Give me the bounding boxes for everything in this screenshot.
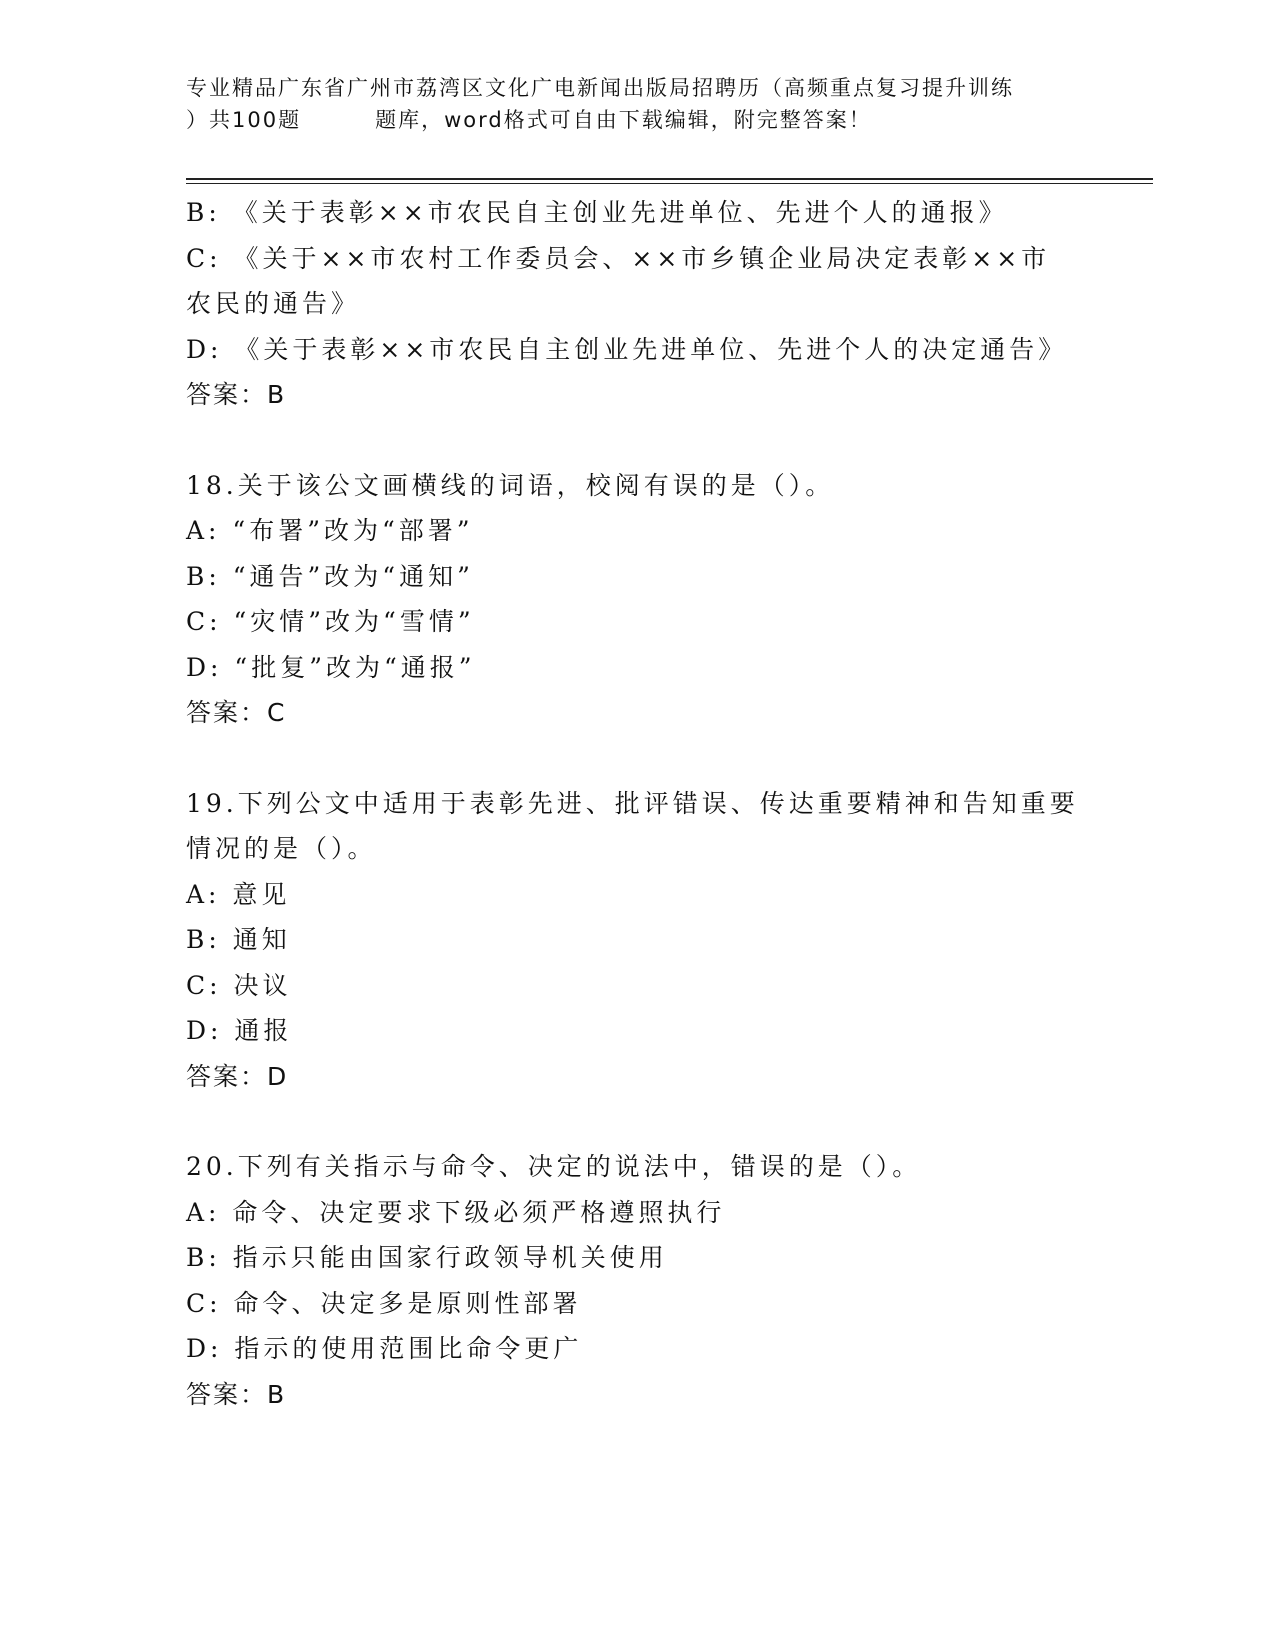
option-b: B: “通告”改为“通知” [186,561,474,591]
header-line-1: 专业精品广东省广州市荔湾区文化广电新闻出版局招聘历（高频重点复习提升训练 [186,76,1014,100]
answer: 答案：C [186,698,287,727]
answer: 答案：B [186,380,287,409]
option-c: C: “灾情”改为“雪情” [186,607,475,636]
option-a: A: “布署”改为“部署” [186,516,474,545]
header-description: 题库，word格式可自由下载编辑，附完整答案！ [375,108,872,132]
option-d: D: 《关于表彰××市农民自主创业先进单位、先进个人的决定通告》 [186,334,1068,364]
document-header [186,72,1086,136]
option-b: B: 《关于表彰××市农民自主创业先进单位、先进个人的通报》 [186,198,1008,227]
option-c-continued: 农民的通告》 [186,289,361,318]
option-c: C: 决议 [186,970,292,1000]
question-18 [186,463,1086,736]
question-text: 18.关于该公文画横线的词语，校阅有误的是（）。 [186,470,835,500]
question-19 [186,781,1086,1100]
question-text: 19.下列公文中适用于表彰先进、批评错误、传达重要精神和告知重要 [186,788,1079,818]
option-d: D: 通报 [186,1016,293,1045]
option-b: B: 指示只能由国家行政领导机关使用 [186,1243,668,1272]
header-line-2 [186,104,1086,136]
option-a: A: 命令、决定要求下级必须严格遵照执行 [186,1197,726,1227]
header-divider [186,178,1153,184]
option-c: C: 命令、决定多是原则性部署 [186,1288,582,1318]
option-c: C: 《关于××市农村工作委员会、××市乡镇企业局决定表彰××市 [186,243,1051,273]
answer: 答案：D [186,1061,289,1091]
question-content [186,190,1086,1417]
question-20 [186,1144,1086,1417]
question-text-continued: 情况的是（）。 [186,834,377,863]
option-d: D: 指示的使用范围比命令更广 [186,1334,583,1363]
question-text: 20.下列有关指示与命令、决定的说法中，错误的是（）。 [186,1152,922,1181]
option-d: D: “批复”改为“通报” [186,652,476,682]
option-a: A: 意见 [186,879,291,909]
option-b: B: 通知 [186,925,291,954]
header-count: ）共100题 [186,108,302,132]
answer: 答案：B [186,1379,287,1409]
question-17 [186,190,1086,418]
